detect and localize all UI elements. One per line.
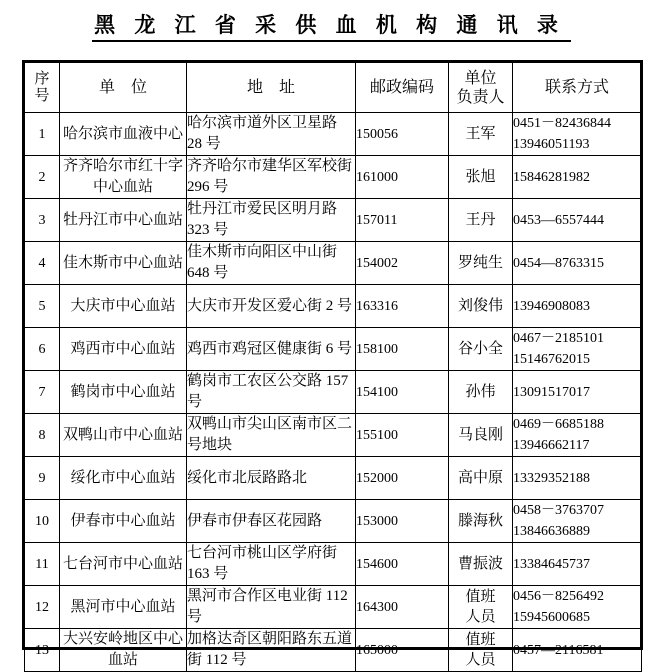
cell-contact <box>513 199 642 242</box>
cell-sequence: 13 <box>25 629 60 672</box>
cell-person-in-charge: 曹振波 <box>449 543 513 586</box>
cell-zip: 165000 <box>356 629 449 672</box>
contact-primary: 0458－3763707 <box>513 503 604 518</box>
cell-zip: 164300 <box>356 586 449 629</box>
column-header-person-in-charge <box>449 63 513 113</box>
table-row <box>25 113 642 156</box>
table-body <box>25 113 642 672</box>
contact-primary: 13329352188 <box>513 470 590 486</box>
cell-unit: 双鸭山市中心血站 <box>60 414 187 457</box>
cell-address: 鸡西市鸡冠区健康街 6 号 <box>187 328 356 371</box>
cell-person-in-charge: 马良刚 <box>449 414 513 457</box>
cell-person-in-charge-line1: 值班 <box>465 632 496 648</box>
contact-primary: 0451－82436844 <box>513 116 611 131</box>
cell-contact <box>513 285 642 328</box>
contact-primary: 13091517017 <box>513 384 590 400</box>
table-row <box>25 543 642 586</box>
cell-address: 伊春市伊春区花园路 <box>187 500 356 543</box>
cell-address: 七台河市桃山区学府街 163 号 <box>187 543 356 586</box>
contact-secondary: 15945600685 <box>513 610 590 625</box>
cell-person-in-charge: 孙伟 <box>449 371 513 414</box>
cell-zip: 155100 <box>356 414 449 457</box>
cell-address: 哈尔滨市道外区卫星路 28 号 <box>187 113 356 156</box>
cell-unit: 哈尔滨市血液中心 <box>60 113 187 156</box>
cell-sequence: 7 <box>25 371 60 414</box>
table-row <box>25 242 642 285</box>
contact-primary: 0467－2185101 <box>513 331 604 346</box>
cell-person-in-charge: 罗纯生 <box>449 242 513 285</box>
cell-unit: 佳木斯市中心血站 <box>60 242 187 285</box>
contact-primary: 0453—6557444 <box>513 212 604 228</box>
cell-person-in-charge: 刘俊伟 <box>449 285 513 328</box>
cell-address: 牡丹江市爱民区明月路 323 号 <box>187 199 356 242</box>
cell-zip: 153000 <box>356 500 449 543</box>
table-header <box>25 63 642 113</box>
contact-secondary: 13846636889 <box>513 524 590 539</box>
cell-sequence: 1 <box>25 113 60 156</box>
cell-person-in-charge: 高中原 <box>449 457 513 500</box>
table-row <box>25 500 642 543</box>
column-header-zip: 邮政编码 <box>356 63 449 113</box>
contact-primary: 13384645737 <box>513 556 590 572</box>
cell-person-in-charge <box>449 629 513 672</box>
cell-contact <box>513 457 642 500</box>
cell-address: 佳木斯市向阳区中山街 648 号 <box>187 242 356 285</box>
cell-zip: 154100 <box>356 371 449 414</box>
table-row <box>25 414 642 457</box>
cell-person-in-charge <box>449 586 513 629</box>
column-header-person-in-charge-line2: 负责人 <box>456 88 505 106</box>
cell-address: 绥化市北辰路路北 <box>187 457 356 500</box>
cell-unit: 七台河市中心血站 <box>60 543 187 586</box>
cell-person-in-charge: 王丹 <box>449 199 513 242</box>
cell-unit: 黑河市中心血站 <box>60 586 187 629</box>
cell-unit: 大兴安岭地区中心血站 <box>60 629 187 672</box>
cell-person-in-charge: 谷小全 <box>449 328 513 371</box>
cell-unit: 绥化市中心血站 <box>60 457 187 500</box>
cell-unit: 鹤岗市中心血站 <box>60 371 187 414</box>
cell-address: 鹤岗市工农区公交路 157 号 <box>187 371 356 414</box>
contact-secondary: 13946662117 <box>513 438 590 453</box>
cell-zip: 161000 <box>356 156 449 199</box>
cell-sequence: 11 <box>25 543 60 586</box>
column-header-address: 地 址 <box>187 63 356 113</box>
table-header-row <box>25 63 642 113</box>
table-row <box>25 156 642 199</box>
cell-contact <box>513 629 642 672</box>
cell-zip: 150056 <box>356 113 449 156</box>
contact-secondary: 15146762015 <box>513 352 590 367</box>
cell-sequence: 3 <box>25 199 60 242</box>
cell-person-in-charge-line2: 人员 <box>465 652 496 668</box>
cell-person-in-charge-line2: 人员 <box>465 609 496 625</box>
page-title <box>0 12 663 42</box>
cell-zip: 158100 <box>356 328 449 371</box>
cell-address: 大庆市开发区爱心街 2 号 <box>187 285 356 328</box>
column-header-unit: 单 位 <box>60 63 187 113</box>
contact-directory-table <box>24 62 642 672</box>
cell-sequence: 2 <box>25 156 60 199</box>
cell-unit: 伊春市中心血站 <box>60 500 187 543</box>
column-header-sequence <box>25 63 60 113</box>
column-header-sequence-line2: 号 <box>34 87 50 104</box>
cell-person-in-charge: 王军 <box>449 113 513 156</box>
column-header-contact: 联系方式 <box>513 63 642 113</box>
cell-contact <box>513 586 642 629</box>
cell-contact <box>513 543 642 586</box>
contact-primary: 15846281982 <box>513 169 590 185</box>
cell-sequence: 8 <box>25 414 60 457</box>
cell-contact <box>513 500 642 543</box>
column-header-person-in-charge-line1: 单位 <box>464 69 497 87</box>
cell-person-in-charge-line1: 值班 <box>465 589 496 605</box>
contact-primary: 0456－8256492 <box>513 589 604 604</box>
cell-unit: 鸡西市中心血站 <box>60 328 187 371</box>
cell-person-in-charge: 张旭 <box>449 156 513 199</box>
cell-contact <box>513 156 642 199</box>
contact-primary: 0469－6685188 <box>513 417 604 432</box>
cell-sequence: 4 <box>25 242 60 285</box>
cell-contact <box>513 113 642 156</box>
contact-secondary: 13946051193 <box>513 137 590 152</box>
cell-address: 加格达奇区朝阳路东五道街 112 号 <box>187 629 356 672</box>
cell-contact <box>513 371 642 414</box>
contact-primary: 0457—2116581 <box>513 642 604 658</box>
cell-unit: 牡丹江市中心血站 <box>60 199 187 242</box>
table-row <box>25 371 642 414</box>
cell-zip: 163316 <box>356 285 449 328</box>
cell-address: 齐齐哈尔市建华区军校街 296 号 <box>187 156 356 199</box>
cell-sequence: 9 <box>25 457 60 500</box>
cell-contact <box>513 242 642 285</box>
cell-zip: 154002 <box>356 242 449 285</box>
table-row <box>25 328 642 371</box>
cell-sequence: 12 <box>25 586 60 629</box>
cell-sequence: 10 <box>25 500 60 543</box>
cell-zip: 157011 <box>356 199 449 242</box>
cell-sequence: 5 <box>25 285 60 328</box>
table-row <box>25 199 642 242</box>
table-row <box>25 586 642 629</box>
page-title-text: 黑 龙 江 省 采 供 血 机 构 通 讯 录 <box>92 12 571 42</box>
cell-contact <box>513 414 642 457</box>
contact-primary: 13946908083 <box>513 298 590 314</box>
table-row <box>25 457 642 500</box>
table-row <box>25 629 642 672</box>
cell-address: 黑河市合作区电业街 112 号 <box>187 586 356 629</box>
table-row <box>25 285 642 328</box>
cell-unit: 大庆市中心血站 <box>60 285 187 328</box>
cell-zip: 154600 <box>356 543 449 586</box>
column-header-sequence-line1: 序 <box>34 70 50 87</box>
contact-primary: 0454—8763315 <box>513 255 604 271</box>
cell-zip: 152000 <box>356 457 449 500</box>
cell-unit: 齐齐哈尔市红十字中心血站 <box>60 156 187 199</box>
cell-address: 双鸭山市尖山区南市区二号地块 <box>187 414 356 457</box>
cell-contact <box>513 328 642 371</box>
cell-sequence: 6 <box>25 328 60 371</box>
cell-person-in-charge: 滕海秋 <box>449 500 513 543</box>
